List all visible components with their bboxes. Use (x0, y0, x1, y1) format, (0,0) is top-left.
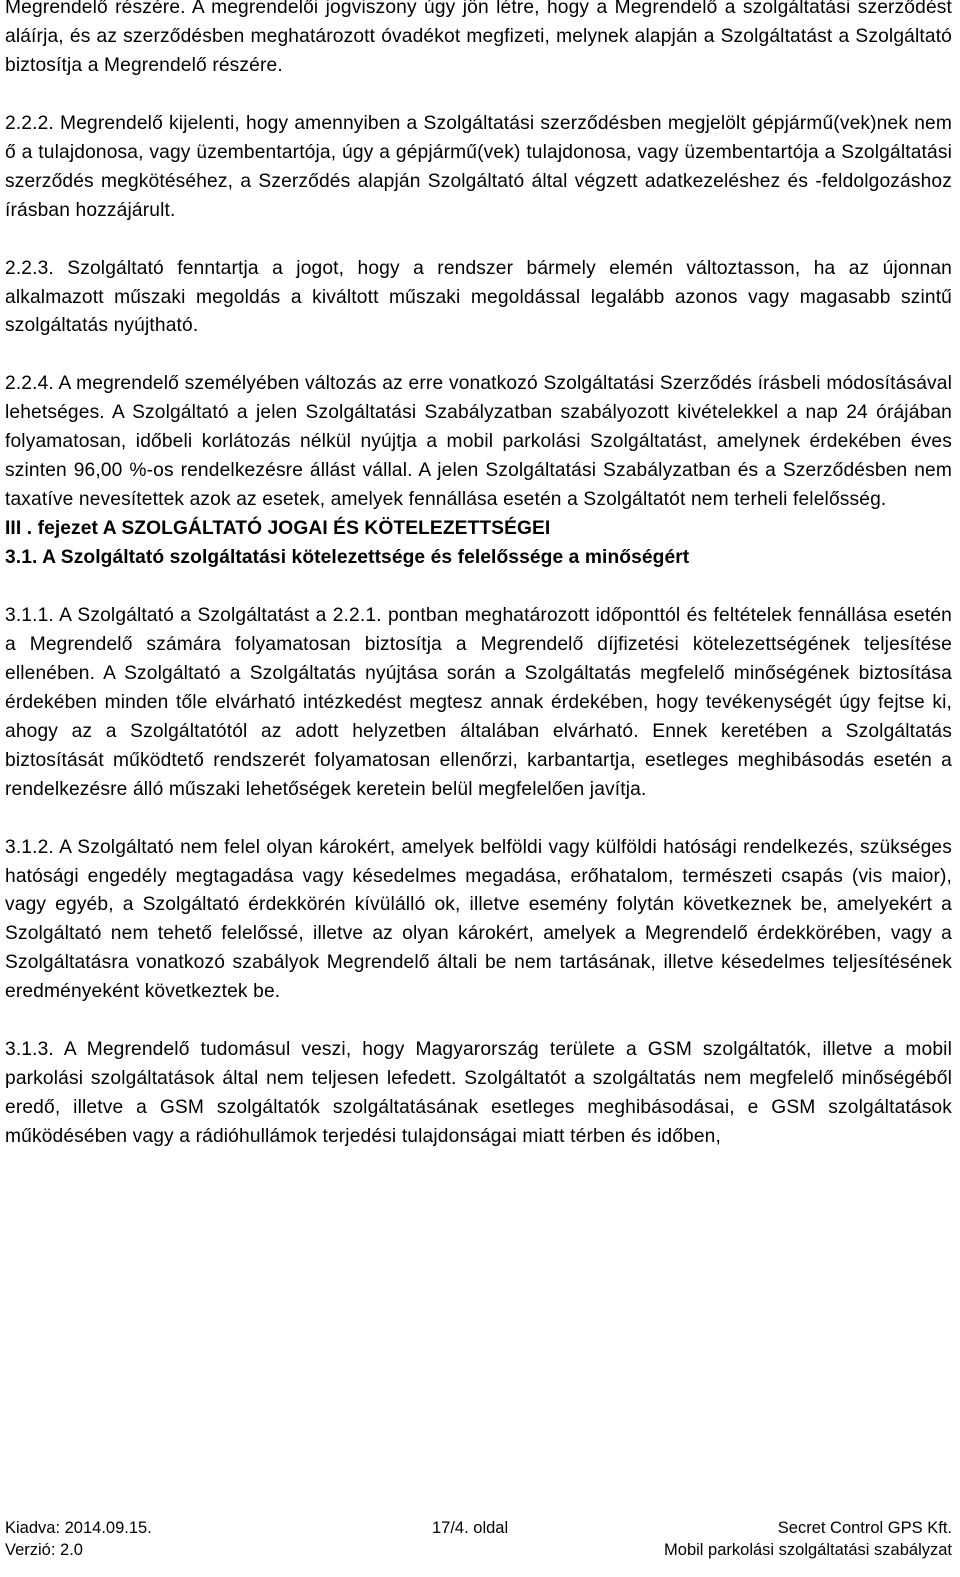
paragraph-2-2-3: 2.2.3. Szolgáltató fenntartja a jogot, hogy a rendszer bármely elemén változtasson, ha az újonnan alkalmazott műszaki megoldás a kiváltott műszaki megoldással legalább azonos vagy magasabb szintű szolgáltatás nyújtható. (5, 257, 952, 337)
paragraph-2-2-4: 2.2.4. A megrendelő személyében változás az erre vonatkozó Szolgáltatási Szerződés írásbeli módosításával lehetséges. A Szolgáltató a jelen Szolgáltatási Szabályzatban szabályozott kivételekkel a nap 24 órájában folyamatosan, időbeli korlátozás nélkül nyújtja a mobil parkolási Szolgáltatást, amelynek érdekében éves szinten 96,00 %-os rendelkezésre állást vállal. A jelen Szolgáltatási Szabályzatban és a Szerződésben nem taxatíve nevesítettek azok az esetek, amelyek fennállása esetén a Szolgáltatót nem terheli felelősség. (5, 373, 952, 511)
paragraph-3-1-1: 3.1.1. A Szolgáltató a Szolgáltatást a 2.2.1. pontban meghatározott időponttól és feltételek fennállása esetén a Megrendelő számára folyamatosan biztosítja a Megrendelő díjfizetési kötelezettségének teljesítése ellenében. A Szolgáltató a Szolgáltatás nyújtása során a Szolgáltatás megfelelő minőségének biztosítása érdekében minden tőle elvárható intézkedést megtesz annak érdekében, hogy tevékenységét úgy fejtse ki, ahogy az a Szolgáltatótól az adott helyzetben általában elvárható. Ennek keretében a Szolgáltatás biztosítását működtető rendszerét folyamatosan ellenőrzi, karbantartja, esetleges meghibásodás esetén a rendelkezésre álló műszaki lehetőségek keretein belül megfelelően javítja. (5, 604, 952, 800)
footer-row-2 (5, 1539, 952, 1561)
paragraph-3-1-2: 3.1.2. A Szolgáltató nem felel olyan károkért, amelyek belföldi vagy külföldi hatósági rendelkezés, szükséges hatósági engedély megtagadása vagy késedelmes megadása, erőhatalom, természeti csapás (vis maior), vagy egyéb, a Szolgáltató érdekkörén kívülálló ok, illetve esemény folytán következnek be, amelyekért a Szolgáltató nem tehető felelőssé, illetve az olyan károkért, amelyek a Megrendelő érdekkörében, vagy a Szolgáltatásra vonatkozó szabályok Megrendelő általi be nem tartásának, illetve késedelmes teljesítésének eredményeként következtek be. (5, 836, 952, 1003)
section-heading: 3.1. A Szolgáltató szolgáltatási kötelezettsége és felelőssége a minőségért (5, 547, 690, 569)
footer-issued-date: Kiadva: 2014.09.15. (5, 1519, 152, 1537)
paragraph-3-1-3: 3.1.3. A Megrendelő tudomásul veszi, hogy Magyarország területe a GSM szolgáltatók, illetve a mobil parkolási szolgáltatások által nem teljesen lefedett. Szolgáltatót a szolgáltatás nem megfelelő minőségéből eredő, illetve a GSM szolgáltatók szolgáltatásának esetleges meghibásodásai, e GSM szolgáltatások működésében vagy a rádióhullámok terjedési tulajdonságai miatt térben és időben, (5, 1039, 952, 1148)
footer-company: Secret Control GPS Kft. (777, 1519, 952, 1537)
paragraph-intro: Megrendelő részére. A megrendelői jogviszony úgy jön létre, hogy a Megrendelő a szolgáltatási szerződést aláírja, és az szerződésben meghatározott óvadékot megfizeti, melynek alapján a Szolgáltatást a Szolgáltató biztosítja a Megrendelő részére. (5, 0, 952, 76)
document-body (5, 0, 952, 1152)
footer-page-number: 17/4. oldal (432, 1519, 509, 1537)
page-footer (5, 1517, 952, 1561)
footer-version: Verzió: 2.0 (5, 1541, 83, 1559)
paragraph-2-2-2: 2.2.2. Megrendelő kijelenti, hogy amennyiben a Szolgáltatási szerződésben megjelölt gépjármű(vek)nek nem ő a tulajdonosa, vagy üzembentartója, úgy a gépjármű(vek) tulajdonosa, vagy üzembentartója a Szolgáltatási szerződés megkötéséhez, a Szerződés alapján Szolgáltató által végzett adatkezeléshez és -feldolgozáshoz írásban hozzájárult. (5, 112, 952, 221)
footer-document-title: Mobil parkolási szolgáltatási szabályzat (664, 1541, 952, 1559)
footer-row-1 (5, 1517, 952, 1539)
chapter-heading: III . fejezet A SZOLGÁLTATÓ JOGAI ÉS KÖTELEZETTSÉGEI (5, 518, 551, 540)
